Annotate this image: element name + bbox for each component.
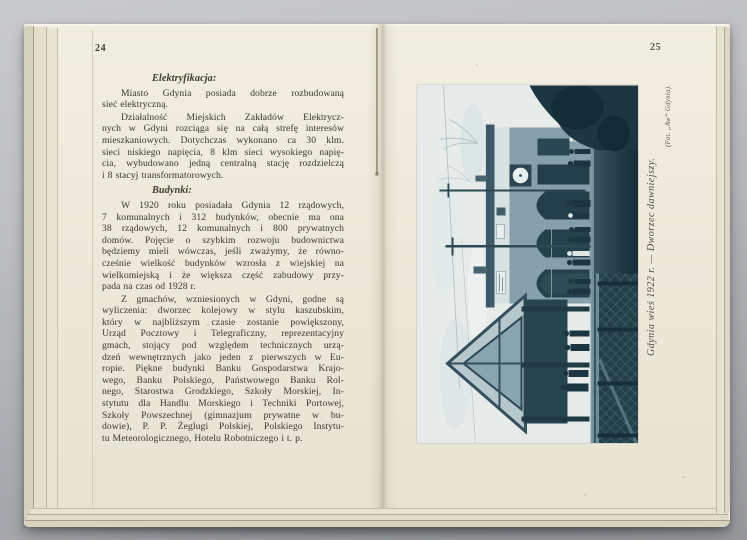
station-photo: [417, 85, 638, 443]
text-line: wego, Banku Polskiego, Państwowego Banku Rol-: [102, 374, 344, 386]
text-line: 7 komunalnych i 312 budynków, obecnie ma ona: [102, 211, 344, 223]
text-line: sieć elektryczną.: [102, 99, 169, 111]
text-line: pada na czas od 1928 r.: [102, 281, 196, 293]
text-line: Działalność Miejskich Zakładów Elektrycz-: [121, 111, 344, 123]
text-line: nego, Starostwa Grodzkiego, Szkoły Morskiej, In-: [102, 386, 344, 398]
text-line: gmach, stojący pod względem technicznych urzą-: [102, 340, 344, 352]
text-line: sieci niskiego napięcia, 8 klm sieci wysokiego napię-: [102, 146, 344, 158]
section-heading: Elektryfikacja:: [152, 73, 217, 84]
text-line: domów. Pojęcie o szybkim rozwoju budownictwa: [102, 234, 344, 246]
text-line: który w najbliższym czasie zostanie powiększony,: [102, 316, 344, 328]
text-line: nych w Gdyni rozciąga się na całą strefę interesów: [102, 123, 344, 135]
text-line: wyliczenia: dworzec kolejowy w stylu kaszubskim,: [102, 305, 344, 317]
text-line: cześnie wielkość budynków wzrosła z wiejskiej na: [102, 257, 344, 269]
text-line: Z gmachów, wzniesionych w Gdyni, godne są: [121, 293, 344, 305]
station-photo-illustration: [417, 85, 638, 443]
text-line: Urząd Pocztowy i Telegraficzny, reprezentacyjny: [102, 328, 344, 340]
foxing-spot: [584, 494, 586, 496]
photo-caption: Gdynia wieś 1922 r. — Dworzec dawniejszy.: [646, 157, 657, 356]
photo-credit: (Fot. „Aw“ Gdynia).: [665, 84, 672, 147]
text-line: Miasto Gdynia posiada dobrze rozbudowaną: [121, 87, 344, 99]
page-25: [24, 24, 730, 526]
photo-rotor: [417, 85, 638, 443]
page-number-left: 24: [95, 43, 107, 54]
open-book: [24, 24, 730, 526]
text-line: tu Meteorologicznego, Hotelu Robotniczego i t. p.: [102, 432, 303, 444]
text-line: dzeń wewnętrznych jako jeden z pierwszych w Eu-: [102, 351, 344, 363]
foxing-spot: [476, 64, 478, 66]
text-line: mieszkaniowych. Dotychczas wykonano ca 30 klm.: [102, 134, 344, 146]
section-heading: Budynki:: [152, 185, 192, 197]
text-line: W 1920 roku posiadała Gdynia 12 rządowych,: [121, 199, 344, 211]
text-line: 38 rządowych, 12 komunalnych i 800 prywatnych: [102, 223, 344, 235]
page-number-right: 25: [650, 42, 662, 53]
foxing-spot: [682, 476, 685, 478]
text-line: wielkomiejską i że większa część zabudowy przy-: [102, 269, 344, 281]
text-line: cia, wybudowano jedną centralną stację rozdzielczą: [102, 158, 344, 170]
text-line: i 8 stacyj transformatorowych.: [102, 169, 224, 181]
text-line: dowie), P. P. Żeglugi Polskiej, Polskiego Instytu-: [102, 421, 344, 433]
text-line: Szkoły Powszechnej (gimnazjum prywatne w bu-: [102, 409, 344, 421]
foxing-spot: [206, 324, 209, 326]
foxing-spot: [324, 144, 326, 146]
text-line: stytutu dla Handlu Morskiego i Techniki Portowej,: [102, 398, 344, 410]
text-line: będziemy mieli wówczas, jeśli zważymy, że równo-: [102, 246, 344, 258]
text-line: ropie. Piękne budynki Banku Gospodarstwa Krajo-: [102, 363, 344, 375]
